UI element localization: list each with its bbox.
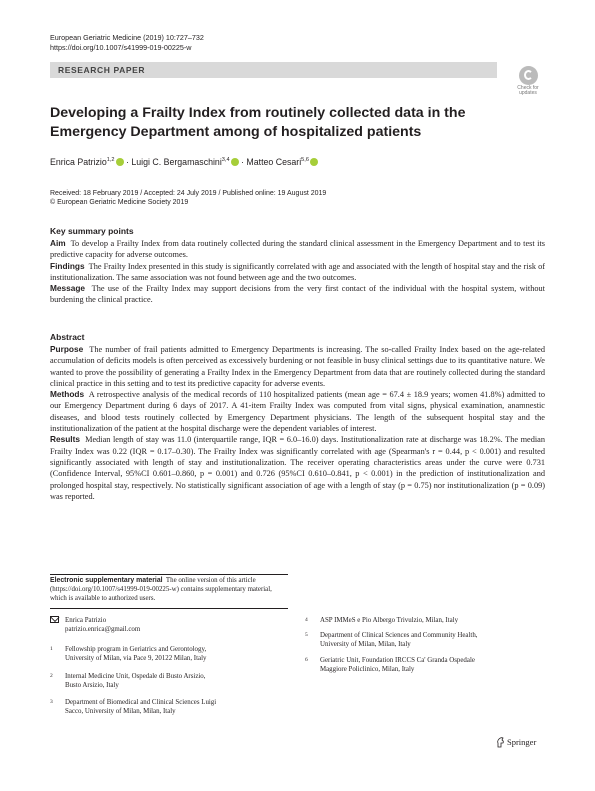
section-label: Results	[50, 434, 80, 445]
affiliation-line: Maggiore Policlinico, Milan, Italy	[320, 666, 415, 674]
orcid-icon[interactable]	[116, 158, 124, 166]
article-type-label: RESEARCH PAPER	[58, 65, 146, 75]
author-affil-sup: 5,6	[301, 157, 309, 163]
author-list	[50, 154, 318, 168]
item-text: The use of the Frailty Index may support decisions from the very first contact of the individual with the hospital system, without burdening the clinical practice.	[50, 284, 545, 305]
footnote-divider	[50, 574, 288, 575]
abstract-section	[50, 344, 545, 389]
footnote-divider-2	[50, 608, 288, 609]
author-name[interactable]: Enrica Patrizio	[50, 157, 107, 167]
affiliation-line: Fellowship program in Geriatrics and Gerontology,	[65, 646, 207, 653]
item-label: Aim	[50, 238, 66, 248]
abstract-section	[50, 389, 545, 434]
doi-link[interactable]: https://doi.org/10.1007/s41999-019-00225-w	[50, 42, 192, 52]
affiliation-line: ASP IMMeS e Pio Albergo Trivulzio, Milan, Italy	[320, 617, 459, 624]
journal-citation: European Geriatric Medicine (2019) 10:727–732	[50, 33, 204, 42]
esm-label: Electronic supplementary material	[50, 577, 163, 584]
affiliation-line: Busto Arsizio, Italy	[65, 682, 119, 690]
article-title: Developing a Frailty Index from routinely collected data in the Emergency Department among of hospitalized patients	[50, 105, 466, 140]
affiliation-number: 3	[50, 699, 53, 705]
key-summary-item	[50, 238, 545, 261]
affiliation-number: 1	[50, 646, 53, 652]
affiliation-line: Sacco, University of Milan, Milan, Italy	[65, 708, 176, 716]
author-affil-sup: 1,2	[106, 157, 115, 163]
item-label: Findings	[50, 260, 85, 271]
copyright-line: © European Geriatric Medicine Society 2019	[50, 199, 189, 207]
affiliation-number: 4	[305, 617, 308, 623]
author-name[interactable]: Matteo Cesari	[246, 157, 302, 167]
affiliation-line: Geriatric Unit, Foundation IRCCS Ca' Granda Ospedale	[320, 657, 475, 664]
check-for-updates-badge[interactable]	[513, 66, 543, 98]
author-name[interactable]: Luigi C. Bergamaschini	[131, 157, 222, 167]
key-summary-heading: Key summary points	[50, 226, 134, 236]
abstract-section	[50, 434, 545, 502]
key-summary-block	[50, 238, 545, 306]
key-summary-item	[50, 261, 545, 284]
orcid-icon[interactable]	[310, 158, 318, 166]
correspondence-email[interactable]: patrizio.enrica@gmail.com	[65, 626, 141, 634]
section-label: Purpose	[50, 344, 84, 354]
section-text: The number of frail patients admitted to Emergency Departments is increasing. The so-called Frailty Index based on the age-related accumulation of deficits models is often perceived as excessively burdening or not feasible in busy clinical settings due to its quantitative nature. We wanted to prove the possibility of generating a Frailty Index in the Emergency Department from data that are routinely collected during the standard clinical practice in this setting and to test its predictive capacity for adverse events.	[50, 345, 546, 388]
journal-header	[50, 33, 204, 52]
section-text: A retrospective analysis of the medical records of 110 hospitalized patients (mean age = 67.4 ± 18.9 years; women 41.8%) admitted to our Emergency Department during 6 days of 2017. A 41-item Frailty Index was computed from vital signs, physical examination, anamnestic diseases, and blood tests routinely collected by Emergency Department physicians. The length of the subsequent hospital stay and the institutionalization of the patient at the hospital discharge were the dependent variables of interest.	[50, 390, 545, 434]
affiliation-number: 5	[305, 632, 308, 638]
section-text: Median length of stay was 11.0 (interquartile range, IQR = 6.0–16.0) days. Institutionalization rate at discharge was 18.2%. The median Frailty Index was 0.22 (IQR = 0.17–0.30). The Frailty Index was significantly correlated with age (Spearman's r = 0.44, p < 0.001) and resulted significantly associated with length of stay and institutionalization. The receiver operating characteristics areas under the curve were 0.731 (Confidence Interval, 95%CI 0.601–0.860, p = 0.001) and 0.726 (95%CI 0.610–0.841, p < 0.001) in the prediction of institutionalization and prolonged hospital stay, respectively. No statistically significant association of age with a length of stay (p = 0.75) nor institutionalization (p = 0.09) was reported.	[50, 435, 545, 501]
key-summary-item	[50, 283, 545, 306]
publication-dates	[50, 189, 326, 208]
affiliation-line: University of Milan, Milan, Italy	[320, 641, 411, 649]
springer-horse-icon	[496, 737, 505, 748]
affiliation-number: 2	[50, 673, 53, 679]
item-text: The Frailty Index presented in this study is significantly correlated with age and associated with the length of hospital stay and the risk of institutionalization. The same association was not found between age and the two outcomes.	[50, 261, 546, 282]
author-separator: ·	[123, 157, 132, 167]
item-text: To develop a Frailty Index from data routinely collected during the standard clinical assessment in the Emergency Department and to test its predictive capacity for adverse outcomes.	[50, 239, 546, 260]
article-type-banner	[50, 62, 497, 78]
orcid-icon[interactable]	[231, 158, 239, 166]
section-label: Methods	[50, 389, 85, 400]
envelope-icon	[50, 616, 59, 623]
affiliation-line: Internal Medicine Unit, Ospedale di Busto Arsizio,	[65, 673, 206, 680]
update-circle-icon	[519, 66, 538, 85]
affiliation-line: Department of Biomedical and Clinical Sciences Luigi	[65, 699, 217, 706]
esm-text: The online version of this article (https://doi.org/10.1007/s41999-019-00225-w) contains supplementary material, which is available to authorized users.	[50, 577, 272, 603]
publisher-logo-text: Springer	[507, 737, 537, 747]
affiliation-line: Department of Clinical Sciences and Community Health,	[320, 632, 478, 639]
abstract-heading: Abstract	[50, 332, 85, 342]
item-label: Message	[50, 283, 86, 294]
check-updates-line2: updates	[519, 90, 537, 97]
correspondence-name: Enrica Patrizio	[65, 617, 107, 624]
abstract-block	[50, 344, 545, 502]
affiliation-number: 6	[305, 657, 308, 663]
author-affil-sup: 3,4	[221, 157, 230, 163]
affiliation-line: University of Milan, via Pace 9, 20122 Milan, Italy	[65, 655, 207, 663]
author-separator: ·	[238, 157, 247, 167]
check-updates-line1: Check for	[517, 85, 539, 91]
dates-line: Received: 18 February 2019 / Accepted: 24 July 2019 / Published online: 19 August 2019	[50, 190, 327, 197]
supplementary-material-note	[50, 576, 288, 604]
